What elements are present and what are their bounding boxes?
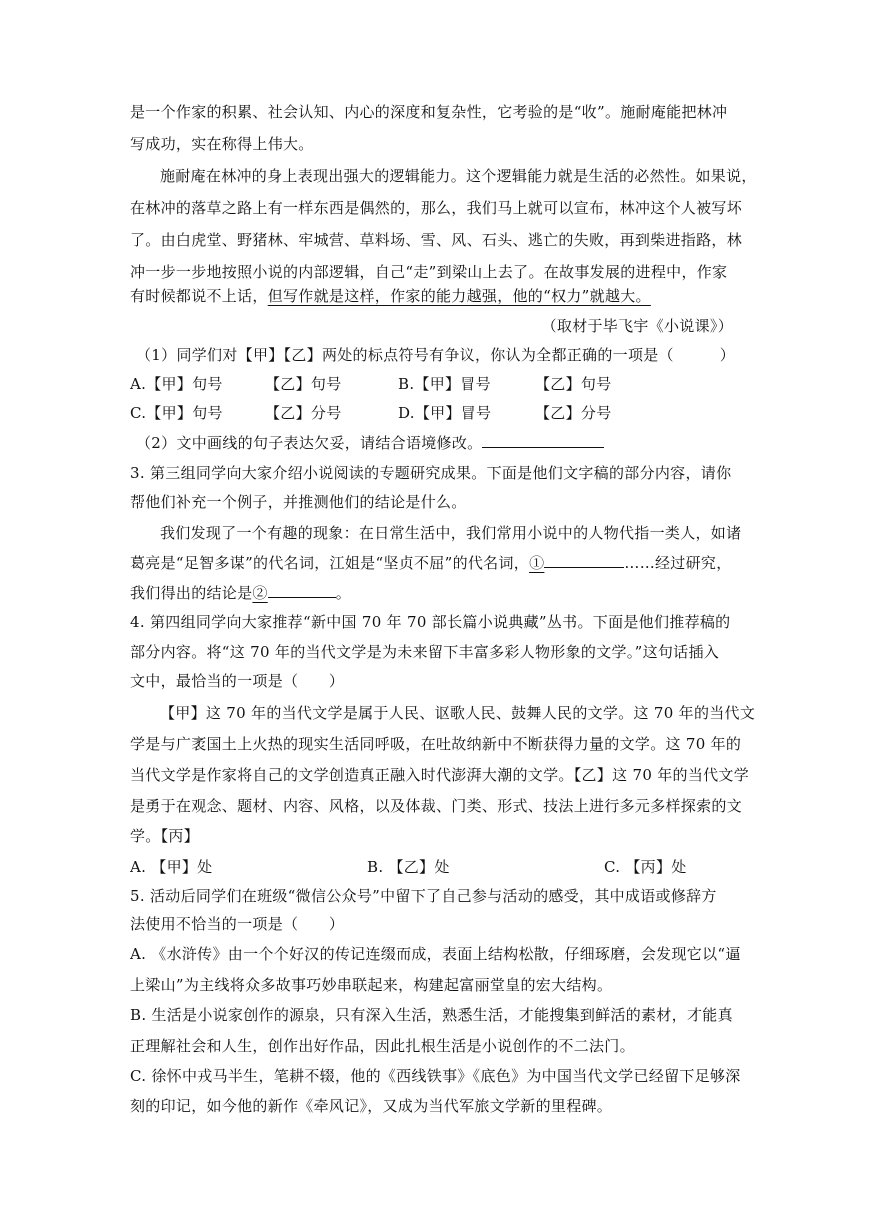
answer-blank bbox=[268, 582, 336, 598]
option-line: B. 生活是小说家创作的源泉，只有深入生活，熟悉生活，才能搜集到鲜活的素材，才能真 bbox=[130, 1006, 733, 1024]
answer-blank bbox=[544, 552, 624, 568]
text-span: 葛亮是“足智多谋”的代名词，江姐是“坚贞不屈”的代名词， bbox=[130, 554, 530, 572]
paragraph-line: 【甲】这 70 年的当代文学是属于人民、讴歌人民、鼓舞人民的文学。这 70 年的当代文 bbox=[160, 704, 756, 722]
question-line: 5. 活动后同学们在班级“微信公众号”中留下了自己参与活动的感受，其中成语或修辞方 bbox=[130, 887, 717, 905]
paragraph-line: 冲一步一步地按照小说的内部逻辑，自己“走”到梁山上去了。在故事发展的进程中，作家 bbox=[130, 263, 728, 281]
paragraph-line: 施耐庵在林冲的身上表现出强大的逻辑能力。这个逻辑能力就是生活的必然性。如果说， bbox=[160, 167, 757, 185]
blank-marker-1: ① bbox=[529, 554, 545, 572]
question-text: （2）文中画线的句子表达欠妥，请结合语境修改。 bbox=[136, 434, 483, 452]
paragraph-line bbox=[130, 552, 740, 573]
question-stem bbox=[136, 432, 746, 453]
paragraph-line: 我们发现了一个有趣的现象：在日常生活中，我们常用小说中的人物代指一类人，如诸 bbox=[160, 524, 742, 542]
option-line: A. 《水浒传》由一个个好汉的传记连缀而成，表面上结构松散，仔细琢磨，会发现它以“逼 bbox=[130, 945, 741, 963]
question-line: 法使用不恰当的一项是（ ） bbox=[130, 915, 345, 933]
option-a-part2: 【乙】句号 bbox=[265, 375, 342, 393]
option-b-part2: 【乙】句号 bbox=[535, 375, 612, 393]
option-line: 刻的印记，如今他的新作《牵风记》，又成为当代军旅文学新的里程碑。 bbox=[130, 1097, 613, 1115]
answer-blank bbox=[482, 432, 604, 448]
paragraph-line: 在林冲的落草之路上有一样东西是偶然的，那么，我们马上就可以宣布，林冲这个人被写坏 bbox=[130, 199, 743, 217]
text-span: 有时候都说不上话， bbox=[130, 287, 268, 305]
blank-marker-2: ② bbox=[252, 584, 268, 602]
option-line: 正理解社会和人生，创作出好作品，因此扎根生活是小说创作的不二法门。 bbox=[130, 1037, 635, 1055]
option-d-part1: D.【甲】冒号 bbox=[398, 404, 492, 422]
paragraph-line bbox=[130, 582, 740, 603]
text-span: ……经过研究， bbox=[624, 554, 732, 572]
option-d-part2: 【乙】分号 bbox=[535, 404, 612, 422]
question-line: 帮他们补充一个例子，并推测他们的结论是什么。 bbox=[130, 493, 467, 511]
option-c-part1: C.【甲】句号 bbox=[130, 404, 223, 422]
paragraph-line: 是勇于在观念、题材、内容、风格，以及体裁、门类、形式、技法上进行多元多样探索的文 bbox=[130, 797, 743, 815]
question-line: 4. 第四组同学向大家推荐“新中国 70 年 70 部长篇小说典藏”丛书。下面是他们推荐稿的 bbox=[130, 613, 731, 631]
question-line: 3. 第三组同学向大家介绍小说阅读的专题研究成果。下面是他们文字稿的部分内容，请你 bbox=[130, 464, 732, 482]
option-b: B. 【乙】处 bbox=[367, 858, 450, 876]
paragraph-line: 写成功，实在称得上伟大。 bbox=[130, 135, 314, 153]
option-c: C. 【丙】处 bbox=[604, 858, 687, 876]
option-a-part1: A.【甲】句号 bbox=[130, 375, 223, 393]
option-b-part1: B.【甲】冒号 bbox=[398, 375, 491, 393]
paragraph-line: 了。由白虎堂、野猪林、牢城营、草料场、雪、风、石头、逃亡的失败，再到柴进指路，林 bbox=[130, 231, 743, 249]
question-stem: （1）同学们对【甲】【乙】两处的标点符号有争议，你认为全都正确的一项是（ ） bbox=[136, 346, 736, 364]
text-span: 我们得出的结论是 bbox=[130, 584, 253, 602]
source-citation: （取材于毕飞宇《小说课》） bbox=[541, 317, 733, 335]
paragraph-line: 学。【丙】 bbox=[130, 827, 200, 845]
text-span: 。 bbox=[335, 584, 352, 602]
option-c-part2: 【乙】分号 bbox=[265, 404, 342, 422]
paragraph-line: 当代文学是作家将自己的文学创造真正融入时代澎湃大潮的文学。【乙】这 70 年的当代文学 bbox=[130, 766, 750, 784]
question-line: 部分内容。将“这 70 年的当代文学是为未来留下丰富多彩人物形象的文学。”这句话插入 bbox=[130, 643, 720, 661]
underlined-sentence: 但写作就是这样，作家的能力越强，他的“权力”就越大。 bbox=[267, 287, 651, 305]
paragraph-line: 学是与广袤国土上火热的现实生活同呼吸，在吐故纳新中不断获得力量的文学。这 70 年的 bbox=[130, 735, 742, 753]
question-line: 文中，最恰当的一项是（ ） bbox=[130, 672, 345, 690]
paragraph-line: 是一个作家的积累、社会认知、内心的深度和复杂性，它考验的是“收”。施耐庵能把林冲 bbox=[130, 103, 728, 121]
paragraph-line bbox=[130, 286, 740, 306]
option-a: A. 【甲】处 bbox=[130, 858, 213, 876]
option-line: 上梁山”为主线将众多故事巧妙串联起来，构建起富丽堂皇的宏大结构。 bbox=[130, 976, 613, 994]
option-line: C. 徐怀中戎马半生，笔耕不辍，他的《西线铁事》《底色》为中国当代文学已经留下足够深 bbox=[130, 1067, 741, 1085]
